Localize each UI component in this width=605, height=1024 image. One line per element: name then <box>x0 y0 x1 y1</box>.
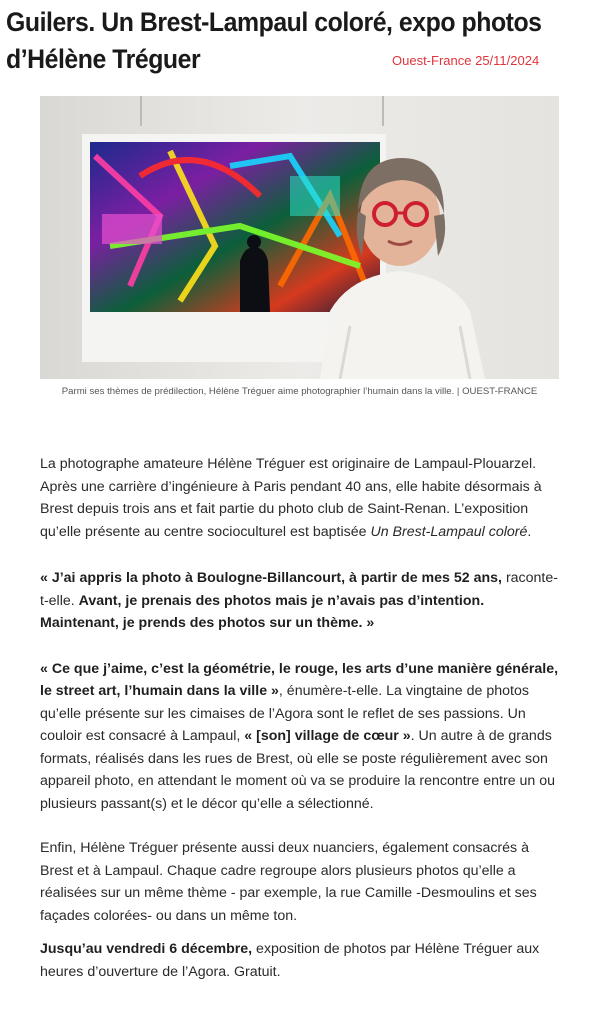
photo-caption: Parmi ses thèmes de prédilection, Hélène Tréguer aime photographier l’humain dans la ville. | OUEST-FRANCE <box>61 386 538 397</box>
article-body <box>40 453 565 983</box>
exhibition-name: Un Brest-Lampaul coloré <box>370 523 528 540</box>
paragraph-4: Enfin, Hélène Tréguer présente aussi deux nuanciers, également consacrés à Brest et à Lampaul. Chaque cadre regroupe alors plusieurs photos qu’elle a réalisées sur un même thème - par exemple, la rue Camille -Desmoulins et ses façades colorées- ou dans un même ton. <box>40 840 537 924</box>
paragraph-2: « J’ai appris la photo à Boulogne-Billancourt, à partir de mes 52 ans, raconte-t-elle. Avant, je prenais des photos mais je n’avais pas d’intention. Maintenant, je prends des photos sur un thème. » <box>40 570 558 631</box>
paragraph-3: « Ce que j’aime, c’est la géométrie, le rouge, les arts d’une manière générale, le street art, l’humain dans la ville », énumère-t-elle. La vingtaine de photos qu’elle présente sur les cimaises de l’Agora sont le reflet de ses passions. Un couloir est consacré à Lampaul, « [son] village de cœur ». Un autre à de grands formats, réalisés dans les rues de Brest, où elle se poste régulièrement avec son appareil photo, en attendant le moment où va se produire la rencontre entre un ou plusieurs passant(s) et le décor qu’elle a sélectionné. <box>40 660 559 812</box>
source-date: Ouest-France 25/11/2024 <box>392 53 540 68</box>
title-line-2: d’Hélène Tréguer <box>6 44 201 74</box>
title-line-1: Guilers. Un Brest-Lampaul coloré, expo photos <box>6 7 542 37</box>
paragraph-1: La photographe amateure Hélène Tréguer est originaire de Lampaul-Plouarzel. Après une carrière d’ingénieure à Paris pendant 40 ans, elle habite désormais à Brest depuis trois ans et fait partie du photo club de Saint-Renan. L’exposition qu’elle présente au centre socioculturel est baptisée Un Brest-Lampaul coloré. <box>40 456 542 540</box>
article-photo <box>40 96 559 379</box>
paragraph-5: Jusqu’au vendredi 6 décembre, exposition de photos par Hélène Tréguer aux heures d’ouverture de l’Agora. Gratuit. <box>40 941 540 980</box>
